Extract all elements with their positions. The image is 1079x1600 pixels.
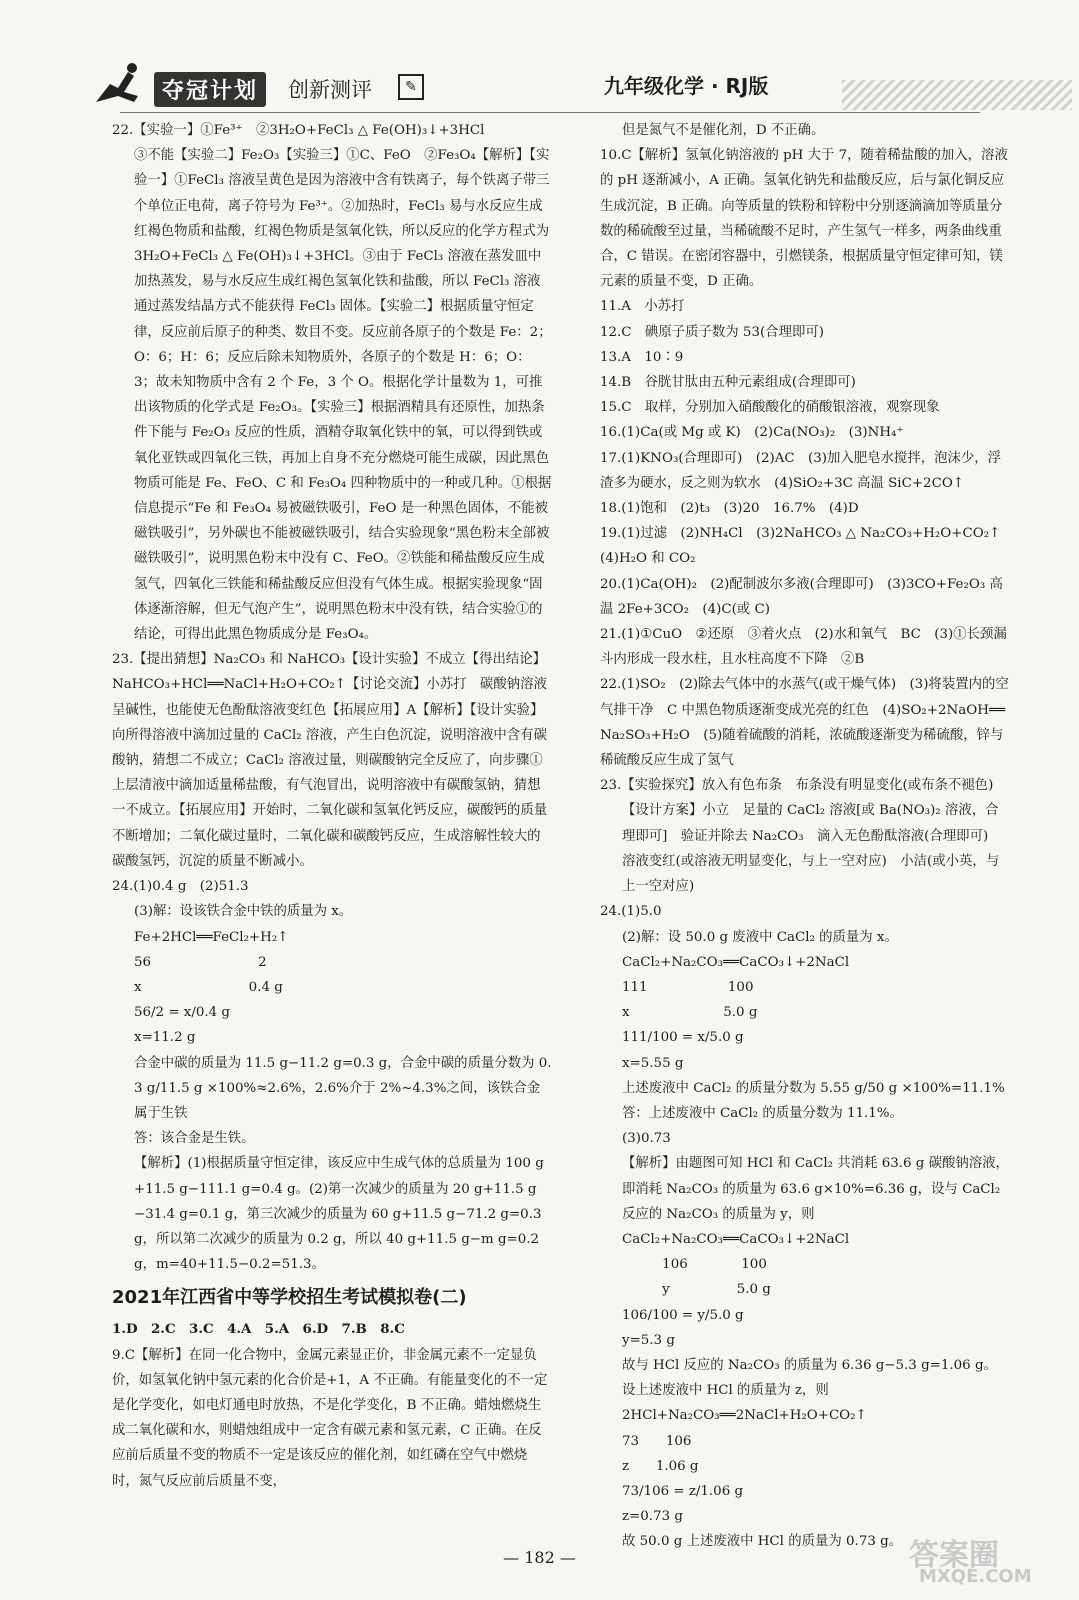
answer-24-eq3-prop: 73/106 = z/1.06 g [622,1483,744,1499]
answer-17: 17.(1)KNO₃(合理即可) (2)AC (3)加入肥皂水搅拌，泡沫少，浮渣多为硬水，反之则为软水 (4)SiO₂+3C 高温 SiC+2CO↑ [600,450,1002,491]
watermark-text: 答案圈 [909,1538,999,1573]
answer-24-eq2-vars: y 5.0 g [622,1282,771,1298]
watermark [909,1530,1059,1590]
answer-24-eq1-ratio: 111 100 [622,979,754,995]
answer-24-eq2: CaCl₂+Na₂CO₃══CaCO₃↓+2NaCl [622,1231,850,1247]
answer-24-set-z: 设上述废液中 HCl 的质量为 z，则 [622,1383,829,1399]
answer-24-final: 故 50.0 g 上述废液中 HCl 的质量为 0.73 g。 [622,1534,903,1550]
answer-24-result: x=11.2 g [134,1030,196,1046]
runner-icon [88,62,158,110]
section-title: 2021年江西省中等学校招生考试模拟卷(二) [112,1287,467,1309]
answer-10: 10.C【解析】氢氧化钠溶液的 pH 大于 7，随着稀盐酸的加入，溶液的 pH 逐渐减小，A 正确。氢氧化钠先和盐酸反应，后与氯化铜反应生成沉淀，B 正确。向等质量的铁粉和锌粉中分别逐滴滴加等质量分数的稀硫酸至过量，当稀硫酸不足时，产生氢气一样多，两条曲线重合，C 错误。在密闭容器中，引燃镁条，根据质量守恒定律可知，镁元素的质量不变，D 正确。 [600,148,1008,290]
answer-24-z: z=0.73 g [622,1509,683,1525]
answer-24-eq1: CaCl₂+Na₂CO₃══CaCO₃↓+2NaCl [622,954,850,970]
brand-subtitle: 创新测评 [288,78,372,102]
brand-logo [88,62,418,110]
answer-24-eq3-vars: z 1.06 g [622,1458,699,1474]
answer-24-part3: (3)0.73 [622,1131,671,1147]
answer-24-ratio-bottom: x 0.4 g [134,979,283,995]
answer-24-answer: 答：该合金是生铁。 [134,1131,255,1147]
answer-18: 18.(1)饱和 (2)t₃ (3)20 16.7% (4)D [600,501,859,517]
answer-21: 21.(1)①CuO ②还原 ③着火点 (2)水和氧气 BC (3)①长颈漏斗内形成一段水柱，且水柱高度不下降 ②B [600,627,1007,668]
answer-24-equation: Fe+2HCl══FeCl₂+H₂↑ [134,929,289,945]
answer-24-fraction: 上述废液中 CaCl₂ 的质量分数为 5.55 g/50 g ×100%=11.1% [622,1080,1005,1096]
answer-22: 22.(1)SO₂ (2)除去气体中的水蒸气(或干燥气体) (3)将装置内的空气排干净 C 中黑色物质逐渐变成光亮的红色 (4)SO₂+2NaOH══Na₂SO₃+H₂O (5)随着硫酸的消耗，浓硫酸逐渐变为稀硫酸，锌与稀硫酸反应生成了氢气 [600,677,1009,769]
answer-9: 9.C【解析】在同一化合物中，金属元素显正价，非金属元素不一定显负价，如氢氧化钠中氢元素的化合价是+1，A 不正确。有能量变化的不一定是化学变化，如电灯通电时放热，不是化学变化，B 不正确。蜡烛燃烧生成二氧化碳和水，则蜡烛组成中一定含有碳元素和氢元素，C 正确。在反应前后质量不变的物质不一定是该反应的催化剂，如红磷在空气中燃烧时，氮气反应前后质量不变， [112,1347,548,1489]
answer-11: 11.A 小苏打 [600,299,685,315]
answer-24-y: y=5.3 g [622,1332,675,1348]
answer-24-eq1-prop: 111/100 = x/5.0 g [622,1030,744,1046]
answer-24-eq2-ratio: 106 100 [622,1257,767,1273]
answer-24-eq3: 2HCl+Na₂CO₃══2NaCl+H₂O+CO₂↑ [622,1408,867,1424]
answer-14: 14.B 谷胱甘肽由五种元素组成(合理即可) [600,375,856,391]
page-number: — 182 — [503,1548,576,1567]
answer-24-proportion: 56/2 = x/0.4 g [134,1005,230,1021]
watermark-url: MXQE.COM [919,1566,1032,1587]
answer-24-eq2-prop: 106/100 = y/5.0 g [622,1307,744,1323]
answer-24-ratio-top: 56 2 [134,954,267,970]
answer-24-part1: 24.(1)5.0 [600,904,662,920]
answer-23-design: 【设计方案】小立 足量的 CaCl₂ 溶液[或 Ba(NO₃)₂ 溶液，合理即可] 验证并除去 Na₂CO₃ 滴入无色酚酞溶液(合理即可) 溶液变红(或溶液无明显变化，与上一空对应) 小洁(或小英，与上一空对应) [622,803,1002,895]
answer-23: 23.【提出猜想】Na₂CO₃ 和 NaHCO₃【设计实验】不成立【得出结论】NaHCO₃+HCl══NaCl+H₂O+CO₂↑【讨论交流】小苏打 碳酸钠溶液呈碱性，也能使无色酚酞溶液变红色【拓展应用】A【解析】【设计实验】向所得溶液中滴加过量的 CaCl₂ 溶液，产生白色沉淀，说明溶液中含有碳酸钠，猜想二不成立；CaCl₂ 溶液过量，则碳酸钠完全反应了，向步骤①上层清液中滴加适量稀盐酸，有气泡冒出，说明溶液中有碳酸氢钠，猜想一不成立。【拓展应用】开始时，二氧化碳和氢氧化钙反应，碳酸钙的质量不断增加；二氧化碳过量时，二氧化碳和碳酸钙反应，生成溶解性较大的碳酸氢钙，沉淀的质量不断减小。 [112,652,548,869]
answer-16: 16.(1)Ca(或 Mg 或 K) (2)Ca(NO₃)₂ (3)NH₄⁺ [600,425,904,441]
answer-13: 13.A 10∶9 [600,349,684,365]
answer-24-analysis: 【解析】由题图可知 HCl 和 CaCl₂ 共消耗 63.6 g 碳酸钠溶液，即消耗 Na₂CO₃ 的质量为 63.6 g×10%=6.36 g，设与 CaCl₂ 反应的 Na₂CO₃ 的质量为 y，则 [622,1156,1009,1222]
answer-12: 12.C 碘原子质子数为 53(合理即可) [600,324,824,340]
answer-23-explore: 23.【实验探究】放入有色布条 布条没有明显变化(或布条不褪色) [600,778,994,794]
answer-24-eq1-vars: x 5.0 g [622,1005,758,1021]
answer-24-line: (3)解：设该铁合金中铁的质量为 x。 [134,904,353,920]
answer-24-x: x=5.55 g [622,1055,684,1071]
answer-9-cont: 但是氮气不是催化剂，D 不正确。 [622,123,825,138]
page-header [0,0,1079,118]
answer-15: 15.C 取样，分别加入硝酸酸化的硝酸银溶液，观察现象 [600,400,940,416]
answer-24-hcl-na2co3: 故与 HCl 反应的 Na₂CO₃ 的质量为 6.36 g−5.3 g=1.06 g。 [622,1357,997,1373]
answer-22-body: ③不能【实验二】Fe₂O₃【实验三】①C、FeO ②Fe₃O₄【解析】【实验一】①FeCl₃ 溶液呈黄色是因为溶液中含有铁离子，每个铁离子带三个单位正电荷，离子符号为 Fe³⁺。②加热时，FeCl₃ 易与水反应生成红褐色物质和盐酸，红褐色物质是氢氧化铁，所以反应的化学方程式为 3H₂O+FeCl₃ △ Fe(OH)₃↓+3HCl。③由于 FeCl₃ 溶液在蒸发皿中加热蒸发，易与水反应生成红褐色氢氧化铁和盐酸，所以 FeCl₃ 溶液通过蒸发结晶方式不能获得 FeCl₃ 固体。【实验二】根据质量守恒定律，反应前后原子的种类、数目不变。反应前各原子的个数是 Fe：2；O：6；H：6；反应后除未知物质外，各原子的个数是 H：6；O：3；故未知物质中含有 2 个 Fe，3 个 O。根据化学计量数为 1，可推出该物质的化学式是 Fe₂O₃。【实验三】根据酒精具有还原性，加热条件下能与 Fe₂O₃ 反应的性质，酒精夺取氧化铁中的氧，可以得到铁或氧化亚铁或四氧化三铁，再加上自身不充分燃烧可能生成碳，因此黑色物质可能是 Fe、FeO、C 和 Fe₃O₄ 四种物质中的一种或几种。①根据信息提示“Fe 和 Fe₃O₄ 易被磁铁吸引，FeO 是一种黑色固体，不能被磁铁吸引”，另外碳也不能被磁铁吸引，结合实验现象“黑色粉末全部被磁铁吸引”，说明黑色粉末中没有 C、FeO。②铁能和稀盐酸反应生成氢气，四氧化三铁能和稀盐酸反应但没有气体生成。根据实验现象“固体逐渐溶解，但无气泡产生”，说明黑色粉末中没有铁，结合实验①的结论，可得出此黑色物质成分是 Fe₃O₄。 [134,148,554,643]
answer-20: 20.(1)Ca(OH)₂ (2)配制波尔多液(合理即可) (3)3CO+Fe₂O₃ 高温 2Fe+3CO₂ (4)C(或 C) [600,576,1003,617]
right-column [600,118,1014,1555]
pen-icon: ✎ [398,74,424,100]
answer-19: 19.(1)过滤 (2)NH₄Cl (3)2NaHCO₃ △ Na₂CO₃+H₂O+CO₂↑ (4)H₂O 和 CO₂ [600,526,1014,567]
answer-24-eq3-ratio: 73 106 [622,1433,692,1449]
grade-label: 九年级化学 · RJ版 [604,74,769,98]
choice-answers: 1.D 2.C 3.C 4.A 5.A 6.D 7.B 8.C [112,1321,405,1338]
answer-24-part2: (2)解：设 50.0 g 废液中 CaCl₂ 的质量为 x。 [622,929,898,945]
answer-24-carbon: 合金中碳的质量为 11.5 g−11.2 g=0.3 g，合金中碳的质量分数为 0.3 g/11.5 g ×100%≈2.6%，2.6%介于 2%~4.3%之间，该铁合金属于生铁 [134,1055,552,1121]
answer-24-answer: 答：上述废液中 CaCl₂ 的质量分数为 11.1%。 [622,1105,903,1121]
header-divider [120,112,980,113]
brand-name: 夺冠计划 [154,72,266,107]
answer-22-head: 22.【实验一】①Fe³⁺ ②3H₂O+FeCl₃ △ Fe(OH)₃↓+3HCl [112,123,485,138]
left-column [112,118,552,1494]
answer-24-analysis: 【解析】(1)根据质量守恒定律，该反应中生成气体的总质量为 100 g+11.5 g−111.1 g=0.4 g。(2)第一次减少的质量为 20 g+11.5 g−31.4 g=0.1 g，第三次减少的质量为 60 g+11.5 g−71.2 g=0.3 g，所以第二次减少的质量为 0.2 g，所以 40 g+11.5 g−m g=0.2 g，m=40+11.5−0.2=51.3。 [134,1156,546,1273]
answer-24-head: 24.(1)0.4 g (2)51.3 [112,879,249,895]
decorative-stripes [842,80,1072,110]
